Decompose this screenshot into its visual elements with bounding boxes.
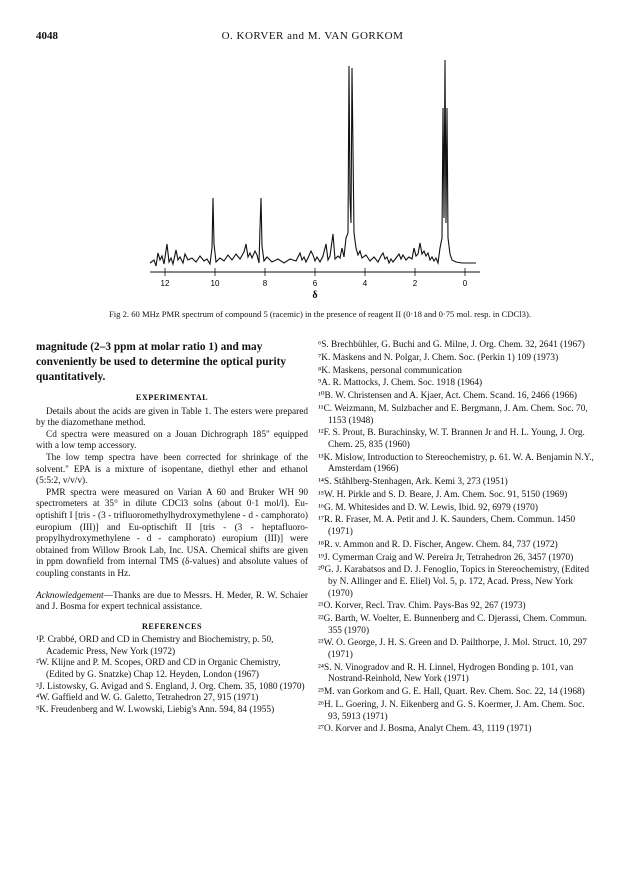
experimental-paragraph: The low temp spectra have been corrected for shrinkage of the solvent." EPA is a mixture of isopentane, diethyl ether and ethanol (5:5:2, v/v/v). bbox=[36, 452, 308, 487]
page-number: 4048 bbox=[36, 30, 58, 42]
reference-item: ⁶S. Brechbühler, G. Buchi and G. Milne, J. Org. Chem. 32, 2641 (1967) bbox=[318, 340, 585, 350]
reference-item: ¹⁷R. R. Fraser, M. A. Petit and J. K. Saunders, Chem. Commun. 1450 (1971) bbox=[318, 515, 576, 537]
x-axis-label: δ bbox=[312, 290, 318, 301]
acknowledgement-title: Acknowledgement bbox=[36, 590, 104, 601]
x-axis-tick-labels bbox=[161, 279, 468, 288]
experimental-paragraph: PMR spectra were measured on Varian A 60 and Bruker WH 90 spectrometers at 35° in dilute CDCl3 solns (about 0·1 mol/l). Eu-optishift I [tris - (3 - trifluoromethylhydroxymethylene - d - camphorato) europium (III)] and Eu-optischift II [tris - (3 - heptafluoro-propylhydroxymethylene - d - camphorato) europium (III)] were obtained from Willow Brook Lab, Inc. USA. Chemical shifts are given in ppm downfield from internal TMS (δ-values) and absolute values of coupling constants in Hz. bbox=[36, 487, 308, 579]
reference-item: ²¹O. Korver, Recl. Trav. Chim. Pays-Bas 92, 267 (1973) bbox=[318, 601, 526, 612]
reference-item: ²⁵M. van Gorkom and G. E. Hall, Quart. Rev. Chem. Soc. 22, 14 (1968) bbox=[318, 687, 585, 698]
x-tick-label: 0 bbox=[462, 279, 468, 288]
spectrum-trace bbox=[150, 60, 476, 266]
right-column bbox=[318, 340, 598, 737]
pmr-spectrum-figure bbox=[140, 48, 490, 303]
left-column bbox=[36, 340, 308, 716]
reference-item: ¹³K. Mislow, Introduction to Stereochemistry, p. 61. W. A. Benjamin N.Y., Amsterdam (1966) bbox=[318, 452, 594, 475]
x-tick-label: 10 bbox=[210, 279, 220, 288]
reference-item: ²⁴S. N. Vinogradov and R. H. Linnel, Hydrogen Bonding p. 101, van Nostrand-Reinhold, New York (1971) bbox=[318, 662, 574, 685]
reference-item: ²⁷O. Korver and J. Bosma, Analyt Chem. 43, 1119 (1971) bbox=[318, 724, 532, 735]
x-tick-label: 12 bbox=[160, 279, 170, 288]
reference-item: ⁷K. Maskens and N. Polgar, J. Chem. Soc. (Perkin 1) 109 (1973) bbox=[318, 352, 559, 363]
x-tick-label: 8 bbox=[262, 279, 268, 288]
experimental-paragraph: Cd spectra were measured on a Jouan Dichrograph 185" equipped with a low temp accessory. bbox=[36, 429, 308, 452]
acknowledgement-text: —Thanks are due to Messrs. H. Meder, R. W. Schaier and J. Bosma for expert technical assistance. bbox=[36, 590, 308, 613]
reference-item: ¹²F. S. Prout, B. Burachinsky, W. T. Brannen Jr and H. L. Young, J. Org. Chem. 25, 835 (1960) bbox=[318, 428, 585, 450]
reference-item: ¹¹C. Weizmann, M. Sulzbacher and E. Bergmann, J. Am. Chem. Soc. 70, 1153 (1948) bbox=[318, 403, 588, 426]
references-heading: REFERENCES bbox=[141, 621, 203, 631]
reference-item: ¹⁴S. Ståhlberg-Stenhagen, Ark. Kemi 3, 273 (1951) bbox=[318, 477, 508, 488]
experimental-heading: EXPERIMENTAL bbox=[135, 393, 209, 402]
reference-item: ⁴W. Gaffield and W. G. Galetto, Tetrahedron 27, 915 (1971) bbox=[36, 693, 259, 704]
reference-item: ⁸K. Maskens, personal communication bbox=[318, 365, 462, 376]
figure-caption: Fig 2. 60 MHz PMR spectrum of compound 5 (racemic) in the presence of reagent II (0·18 and 0·75 mol. resp. in CDCl3). bbox=[109, 309, 531, 319]
reference-item: ²²G. Barth, W. Voelter, E. Bunnenberg and C. Djerassi, Chem. Commun. 355 (1970) bbox=[318, 614, 587, 636]
reference-item: ¹⁶G. M. Whitesides and D. W. Lewis, Ibid. 92, 6979 (1970) bbox=[318, 502, 538, 513]
reference-item: ¹⁹J. Cymerman Craig and W. Pereira Jr, Tetrahedron 26, 3457 (1970) bbox=[318, 552, 574, 563]
reference-item: ¹⁵W. H. Pirkle and S. D. Beare, J. Am. Chem. Soc. 91, 5150 (1969) bbox=[318, 489, 568, 500]
reference-item: ²⁶H. L. Goering, J. N. Eikenberg and G. S. Koermer, J. Am. Chem. Soc. 93, 5913 (1971) bbox=[318, 699, 585, 722]
acknowledgement bbox=[36, 591, 308, 614]
reference-item: ²³W. O. George, J. H. S. Green and D. Pailthorpe, J. Mol. Struct. 10, 297 (1971) bbox=[318, 638, 587, 661]
lead-text: magnitude (2–3 ppm at molar ratio 1) and may conveniently be used to determine the optical purity quantitatively. bbox=[36, 341, 287, 383]
x-tick-label: 4 bbox=[362, 279, 368, 288]
x-tick-label: 2 bbox=[412, 279, 418, 288]
x-tick-label: 6 bbox=[312, 279, 318, 288]
reference-item: ⁹A. R. Mattocks, J. Chem. Soc. 1918 (1964) bbox=[318, 378, 483, 389]
reference-item: ⁵K. Freudenberg and W. Lwowski, Liebig's Ann. 594, 84 (1955) bbox=[36, 704, 275, 715]
reference-item: ²W. Klijne and P. M. Scopes, ORD and CD in Organic Chemistry, (Edited by G. Snatzke) Chap 12. Heyden, London (1967) bbox=[36, 658, 281, 681]
reference-item: ¹⁰B. W. Christensen and A. Kjaer, Act. Chem. Scand. 16, 2466 (1966) bbox=[318, 391, 577, 402]
reference-item: ¹⁸R. v. Ammon and R. D. Fischer, Angew. Chem. 84, 737 (1972) bbox=[318, 539, 558, 550]
reference-item: ¹P. Crabbé, ORD and CD in Chemistry and Biochemistry, p. 50, Academic Press, New York (1972) bbox=[36, 635, 274, 657]
reference-item: ³J. Listowsky, G. Avigad and S. England, J. Org. Chem. 35, 1080 (1970) bbox=[36, 681, 305, 692]
experimental-paragraph: Details about the acids are given in Table 1. The esters were prepared by the diazomethane method. bbox=[36, 406, 308, 429]
running-title: O. KORVER and M. VAN GORKOM bbox=[221, 30, 404, 42]
reference-item: ²⁰G. J. Karabatsos and D. J. Fenoglio, Topics in Stereochemistry, (Edited by N. Allinger and E. Eliel) Vol. 5, p. 172, Acad. Press, New York (1970) bbox=[318, 565, 590, 599]
